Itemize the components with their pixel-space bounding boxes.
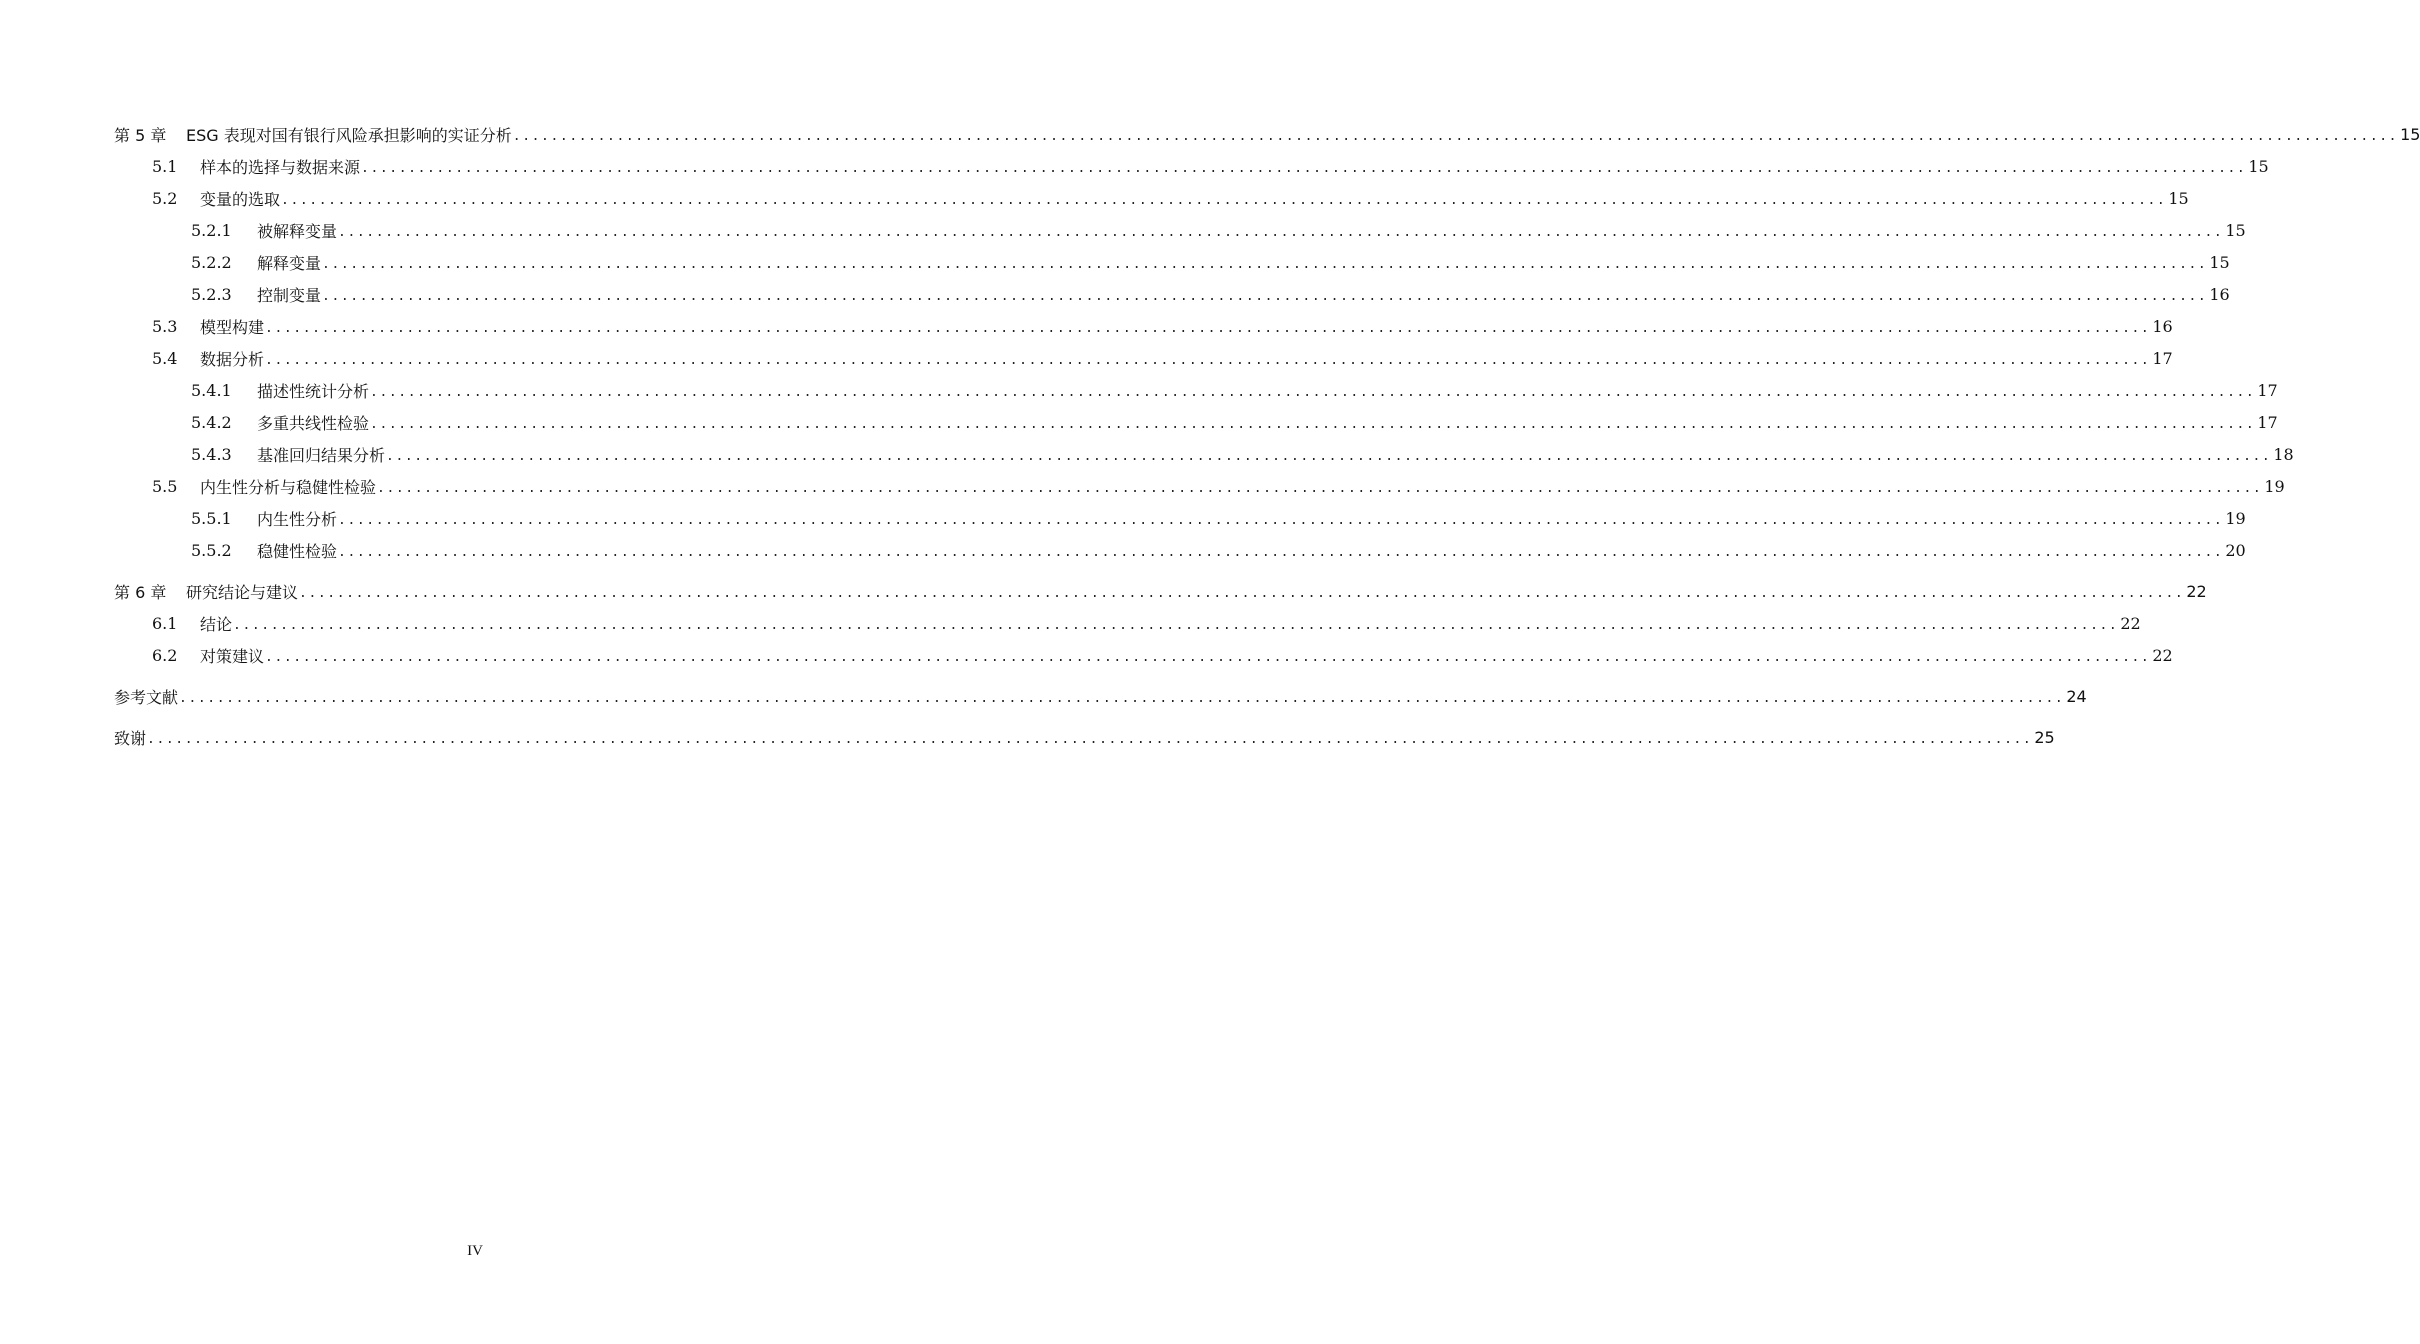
toc-page-number: 15 — [2248, 156, 2269, 176]
toc-number: 5.2 — [152, 188, 178, 208]
toc-page-number: 15 — [2400, 124, 2420, 144]
toc-number: 5.5 — [152, 476, 178, 496]
toc-title: 被解释变量 — [257, 221, 338, 241]
toc-entry-5-2-2[interactable] — [114, 246, 2230, 278]
toc-title: 内生性分析 — [257, 509, 338, 529]
toc-number: 6.1 — [152, 613, 178, 633]
toc-number: 5.5.2 — [191, 540, 232, 560]
toc-page-number: 17 — [2257, 380, 2278, 400]
toc-number: 5.2.3 — [191, 284, 232, 304]
toc-page-number: 15 — [2225, 220, 2246, 240]
dot-leader — [281, 190, 2166, 207]
toc-title: 模型构建 — [200, 317, 265, 337]
toc-page-number: 22 — [2120, 613, 2141, 633]
page-footer-number: IV — [467, 1243, 483, 1259]
toc-page-number: 22 — [2152, 645, 2173, 665]
toc-title: 变量的选取 — [200, 189, 281, 209]
dot-leader — [338, 510, 2223, 527]
toc-entry-references[interactable] — [114, 680, 2087, 712]
toc-entry-5-5-1[interactable] — [114, 502, 2246, 534]
toc-page-number: 17 — [2152, 348, 2173, 368]
toc-number: 第 6 章 — [114, 582, 167, 602]
toc-entry-5-2-1[interactable] — [114, 214, 2246, 246]
toc-number: 6.2 — [152, 645, 178, 665]
toc-title: 研究结论与建议 — [186, 582, 299, 602]
dot-leader — [265, 318, 2150, 335]
toc-title: 参考文献 — [114, 687, 179, 707]
dot-leader — [370, 382, 2255, 399]
toc-page-number: 19 — [2225, 508, 2246, 528]
toc-number: 5.4.1 — [191, 380, 232, 400]
toc-title: 对策建议 — [200, 646, 265, 666]
toc-title: 描述性统计分析 — [257, 381, 370, 401]
dot-leader — [322, 254, 2207, 271]
dot-leader — [265, 350, 2150, 367]
toc-title: 稳健性检验 — [257, 541, 338, 561]
dot-leader — [147, 729, 2032, 746]
toc-page-number: 20 — [2225, 540, 2246, 560]
toc-entry-chapter-6[interactable] — [114, 575, 2207, 607]
toc-entry-5-2-3[interactable] — [114, 278, 2230, 310]
dot-leader — [513, 126, 2398, 143]
dot-leader — [370, 414, 2255, 431]
toc-title: ESG 表现对国有银行风险承担影响的实证分析 — [186, 125, 512, 145]
toc-page-number: 16 — [2152, 316, 2173, 336]
toc-entry-chapter-5[interactable] — [114, 118, 2420, 150]
toc-page-number: 17 — [2257, 412, 2278, 432]
dot-leader — [299, 583, 2184, 600]
toc-number: 5.4.3 — [191, 444, 232, 464]
toc-number: 5.5.1 — [191, 508, 232, 528]
toc-entry-6-1[interactable] — [114, 607, 2141, 639]
toc-title: 基准回归结果分析 — [257, 445, 386, 465]
toc-page-number: 24 — [2066, 686, 2087, 706]
toc-number: 5.3 — [152, 316, 178, 336]
toc-entry-6-2[interactable] — [114, 639, 2173, 671]
dot-leader — [265, 647, 2150, 664]
dot-leader — [233, 615, 2118, 632]
dot-leader — [179, 688, 2064, 705]
toc-entry-5-4-3[interactable] — [114, 438, 2294, 470]
toc-page-number: 16 — [2209, 284, 2230, 304]
toc-title: 控制变量 — [257, 285, 322, 305]
dot-leader — [338, 222, 2223, 239]
toc-number: 5.4 — [152, 348, 178, 368]
toc-title: 解释变量 — [257, 253, 322, 273]
toc-title: 致谢 — [114, 728, 147, 748]
toc-entry-5-5-2[interactable] — [114, 534, 2246, 566]
toc-page-number: 15 — [2209, 252, 2230, 272]
toc-title: 结论 — [200, 614, 233, 634]
toc-title: 数据分析 — [200, 349, 265, 369]
dot-leader — [322, 286, 2207, 303]
toc-entry-5-4[interactable] — [114, 342, 2173, 374]
toc-page-number: 15 — [2168, 188, 2189, 208]
dot-leader — [361, 158, 2246, 175]
toc-page-number: 25 — [2034, 727, 2055, 747]
dot-leader — [338, 542, 2223, 559]
toc-entry-5-4-1[interactable] — [114, 374, 2278, 406]
toc-page-number: 19 — [2264, 476, 2285, 496]
toc-entry-5-3[interactable] — [114, 310, 2173, 342]
toc-title: 内生性分析与稳健性检验 — [200, 477, 377, 497]
toc-page-number: 22 — [2186, 581, 2207, 601]
toc-number: 5.2.2 — [191, 252, 232, 272]
toc-number: 第 5 章 — [114, 125, 167, 145]
dot-leader — [377, 478, 2262, 495]
toc-entry-5-2[interactable] — [114, 182, 2189, 214]
toc-title: 样本的选择与数据来源 — [200, 157, 361, 177]
dot-leader — [386, 446, 2271, 463]
toc-entry-5-4-2[interactable] — [114, 406, 2278, 438]
toc-number: 5.4.2 — [191, 412, 232, 432]
toc-number: 5.2.1 — [191, 220, 232, 240]
toc-page-number: 18 — [2273, 444, 2294, 464]
table-of-contents — [114, 118, 2420, 753]
toc-entry-5-1[interactable] — [114, 150, 2269, 182]
toc-title: 多重共线性检验 — [257, 413, 370, 433]
toc-number: 5.1 — [152, 156, 178, 176]
toc-entry-acknowledgements[interactable] — [114, 721, 2055, 753]
toc-entry-5-5[interactable] — [114, 470, 2285, 502]
